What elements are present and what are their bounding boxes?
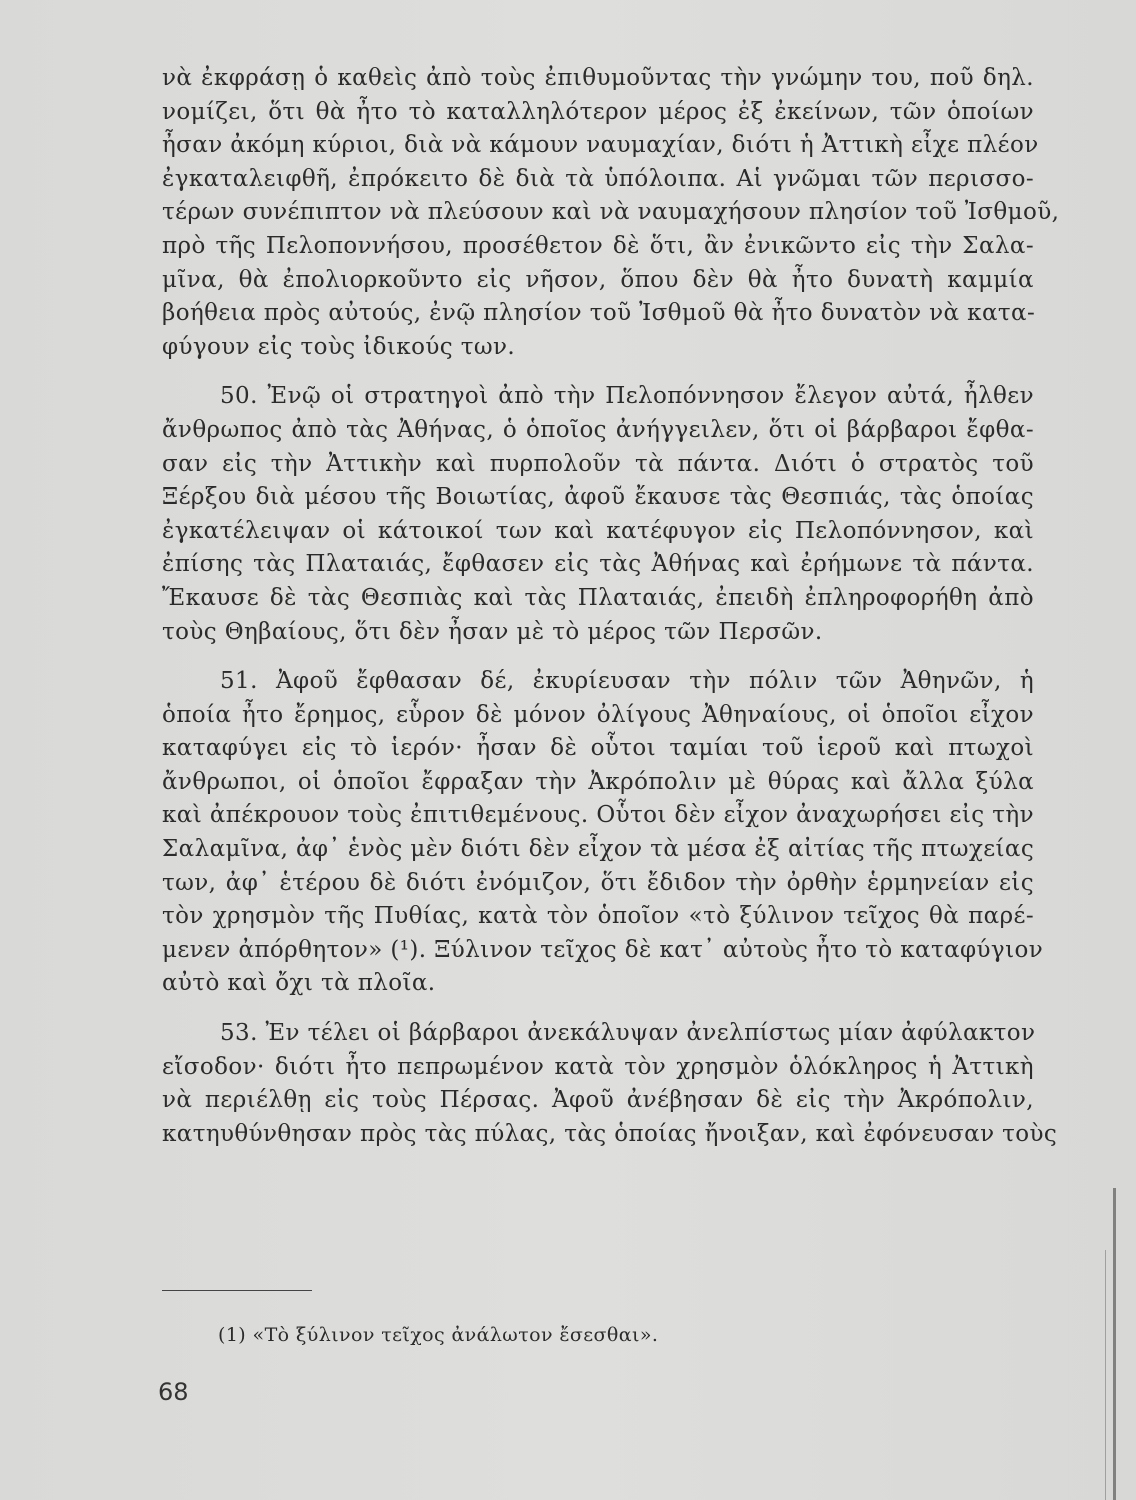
text-line: φύγουν εἰς τοὺς ἰδικούς των. (162, 333, 516, 360)
text-line: Ἔκαυσε δὲ τὰς Θεσπιὰς καὶ τὰς Πλαταιάς, ἐπειδὴ ἐπληροφορήθη ἀπὸ (162, 584, 1034, 611)
page-edge-shadow (1113, 1188, 1116, 1500)
paragraph-51 (162, 665, 1044, 1001)
text-line: 51. Ἀφοῦ ἔφθασαν δέ, ἐκυρίευσαν τὴν πόλιν τῶν Ἀθηνῶν, ἡ (220, 668, 1034, 695)
text-line: νὰ ἐκφράσῃ ὁ καθεὶς ἀπὸ τοὺς ἐπιθυμοῦντας τὴν γνώμην του, ποῦ δηλ. (162, 65, 1034, 91)
text-line: νομίζει, ὅτι θὰ ἦτο τὸ καταλληλότερον μέρος ἐξ ἐκείνων, τῶν ὁποίων (162, 98, 1034, 125)
text-line: τοὺς Θηβαίους, ὅτι δὲν ἦσαν μὲ τὸ μέρος τῶν Περσῶν. (162, 618, 823, 645)
text-line: καὶ ἀπέκρουον τοὺς ἐπιτιθεμένους. Οὗτοι δὲν εἶχον ἀναχωρήσει εἰς τὴν (162, 802, 1034, 829)
body-text (162, 62, 1060, 1151)
text-line: Ξέρξου διὰ μέσου τῆς Βοιωτίας, ἀφοῦ ἔκαυσε τὰς Θεσπιάς, τὰς ὁποίας (162, 484, 1034, 511)
paragraph-50 (162, 380, 1034, 649)
text-line: νὰ περιέλθῃ εἰς τοὺς Πέρσας. Ἀφοῦ ἀνέβησαν δὲ εἰς τὴν Ἀκρόπολιν, (162, 1087, 1034, 1114)
text-line: 53. Ἐν τέλει οἱ βάρβαροι ἀνεκάλυψαν ἀνελπίστως μίαν ἀφύλακτον (220, 1020, 1036, 1047)
footnote: (1) «Τὸ ξύλινον τεῖχος ἀνάλωτον ἔσεσθαι». (218, 1324, 659, 1346)
text-line: βοήθεια πρὸς αὐτούς, ἐνῷ πλησίον τοῦ Ἰσθμοῦ θὰ ἦτο δυνατὸν νὰ κατα- (162, 300, 1036, 327)
text-line: Σαλαμῖνα, ἀφ᾽ ἑνὸς μὲν διότι δὲν εἶχον τὰ μέσα ἐξ αἰτίας τῆς πτωχείας (162, 836, 1035, 863)
footnote-divider (162, 1290, 312, 1291)
paragraph-53 (162, 1017, 1058, 1151)
text-line: ἐγκατέλειψαν οἱ κάτοικοί των καὶ κατέφυγον εἰς Πελοπόννησον, καὶ (162, 517, 1034, 544)
page-number: 68 (158, 1378, 189, 1406)
text-line: ὁποία ἦτο ἔρημος, εὗρον δὲ μόνον ὀλίγους Ἀθηναίους, οἱ ὁποῖοι εἶχον (162, 701, 1034, 728)
text-line: τέρων συνέπιπτον νὰ πλεύσουν καὶ νὰ ναυμαχήσουν πλησίον τοῦ Ἰσθμοῦ, (162, 199, 1060, 226)
text-line: ἐγκαταλειφθῆ, ἐπρόκειτο δὲ διὰ τὰ ὑπόλοιπα. Αἱ γνῶμαι τῶν περισσο- (162, 165, 1034, 192)
text-line: μενεν ἀπόρθητον» (¹). Ξύλινον τεῖχος δὲ κατ᾽ αὐτοὺς ἦτο τὸ καταφύγιον (162, 936, 1044, 963)
text-line: μῖνα, θὰ ἐπολιορκοῦντο εἰς νῆσον, ὅπου δὲν θὰ ἦτο δυνατὴ καμμία (162, 266, 1034, 293)
text-line: κατηυθύνθησαν πρὸς τὰς πύλας, τὰς ὁποίας ἤνοιξαν, καὶ ἐφόνευσαν τοὺς (162, 1120, 1058, 1147)
text-line: σαν εἰς τὴν Ἀττικὴν καὶ πυρπολοῦν τὰ πάντα. Διότι ὁ στρατὸς τοῦ (162, 450, 1034, 477)
text-line: 50. Ἐνῷ οἱ στρατηγοὶ ἀπὸ τὴν Πελοπόννησον ἔλεγον αὐτά, ἦλθεν (220, 383, 1034, 410)
text-line: αὐτὸ καὶ ὄχι τὰ πλοῖα. (162, 970, 436, 997)
text-line: πρὸ τῆς Πελοποννήσου, προσέθετον δὲ ὅτι, ἂν ἐνικῶντο εἰς τὴν Σαλα- (162, 232, 1034, 259)
page-edge-line (1105, 1250, 1106, 1500)
text-line: ἄνθρωπος ἀπὸ τὰς Ἀθήνας, ὁ ὁποῖος ἀνήγγειλεν, ὅτι οἱ βάρβαροι ἔφθα- (162, 416, 1034, 443)
text-line: ἐπίσης τὰς Πλαταιάς, ἔφθασεν εἰς τὰς Ἀθήνας καὶ ἐρήμωνε τὰ πάντα. (162, 551, 1034, 578)
paragraph-1 (162, 62, 1060, 364)
text-line: καταφύγει εἰς τὸ ἱερόν· ἦσαν δὲ οὗτοι ταμίαι τοῦ ἱεροῦ καὶ πτωχοὶ (162, 735, 1034, 762)
text-line: ἄνθρωποι, οἱ ὁποῖοι ἔφραξαν τὴν Ἀκρόπολιν μὲ θύρας καὶ ἄλλα ξύλα (162, 768, 1034, 795)
text-line: εἴσοδον· διότι ἦτο πεπρωμένον κατὰ τὸν χρησμὸν ὁλόκληρος ἡ Ἀττικὴ (162, 1053, 1034, 1080)
text-line: τὸν χρησμὸν τῆς Πυθίας, κατὰ τὸν ὁποῖον «τὸ ξύλινον τεῖχος θὰ παρέ- (162, 903, 1034, 930)
text-line: των, ἀφ᾽ ἑτέρου δὲ διότι ἐνόμιζον, ὅτι ἔδιδον τὴν ὀρθὴν ἑρμηνείαν εἰς (162, 869, 1034, 896)
text-line: ἦσαν ἀκόμη κύριοι, διὰ νὰ κάμουν ναυμαχίαν, διότι ἡ Ἀττικὴ εἶχε πλέον (162, 132, 1039, 159)
